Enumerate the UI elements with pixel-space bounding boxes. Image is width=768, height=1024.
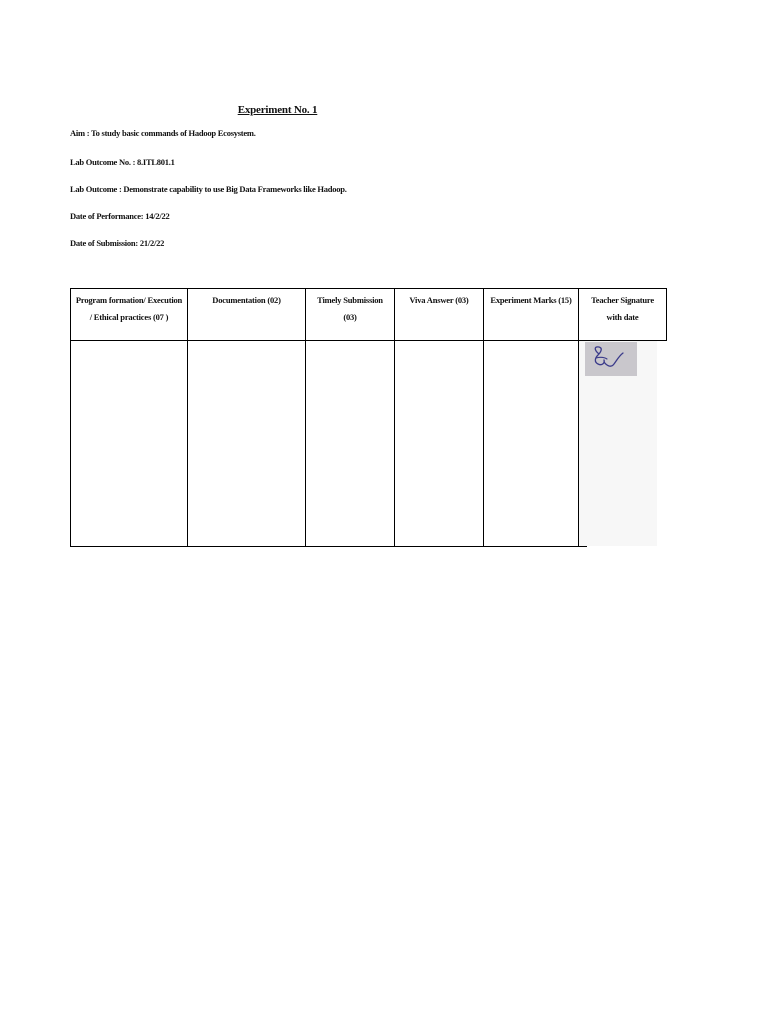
signature-area (579, 341, 657, 546)
lab-outcome-number-line: Lab Outcome No. : 8.ITL801.1 (70, 157, 175, 167)
aim-line: Aim : To study basic commands of Hadoop Ecosystem. (70, 128, 256, 138)
marks-table (70, 288, 667, 547)
value-program-formation (71, 341, 188, 547)
marks-table-header-row (71, 289, 667, 341)
header-experiment-marks: Experiment Marks (15) (484, 289, 579, 341)
value-teacher-signature (579, 341, 667, 547)
header-program-formation: Program formation/ Execution / Ethical practices (07 ) (71, 289, 188, 341)
value-viva-answer (395, 341, 484, 547)
date-of-performance-line: Date of Performance: 14/2/22 (70, 211, 170, 221)
header-timely-submission: Timely Submission (03) (306, 289, 395, 341)
header-documentation: Documentation (02) (188, 289, 306, 341)
value-experiment-marks (484, 341, 579, 547)
date-of-submission-line: Date of Submission: 21/2/22 (70, 238, 165, 248)
lab-outcome-line: Lab Outcome : Demonstrate capability to use Big Data Frameworks like Hadoop. (70, 184, 347, 194)
value-documentation (188, 341, 306, 547)
header-teacher-signature: Teacher Signature with date (579, 289, 667, 341)
value-timely-submission (306, 341, 395, 547)
header-viva-answer: Viva Answer (03) (395, 289, 484, 341)
signature-cell-bottom-border (579, 546, 587, 547)
handwritten-signature-icon (585, 342, 637, 376)
page-title: Experiment No. 1 (237, 104, 318, 116)
marks-table-value-row (71, 341, 667, 547)
